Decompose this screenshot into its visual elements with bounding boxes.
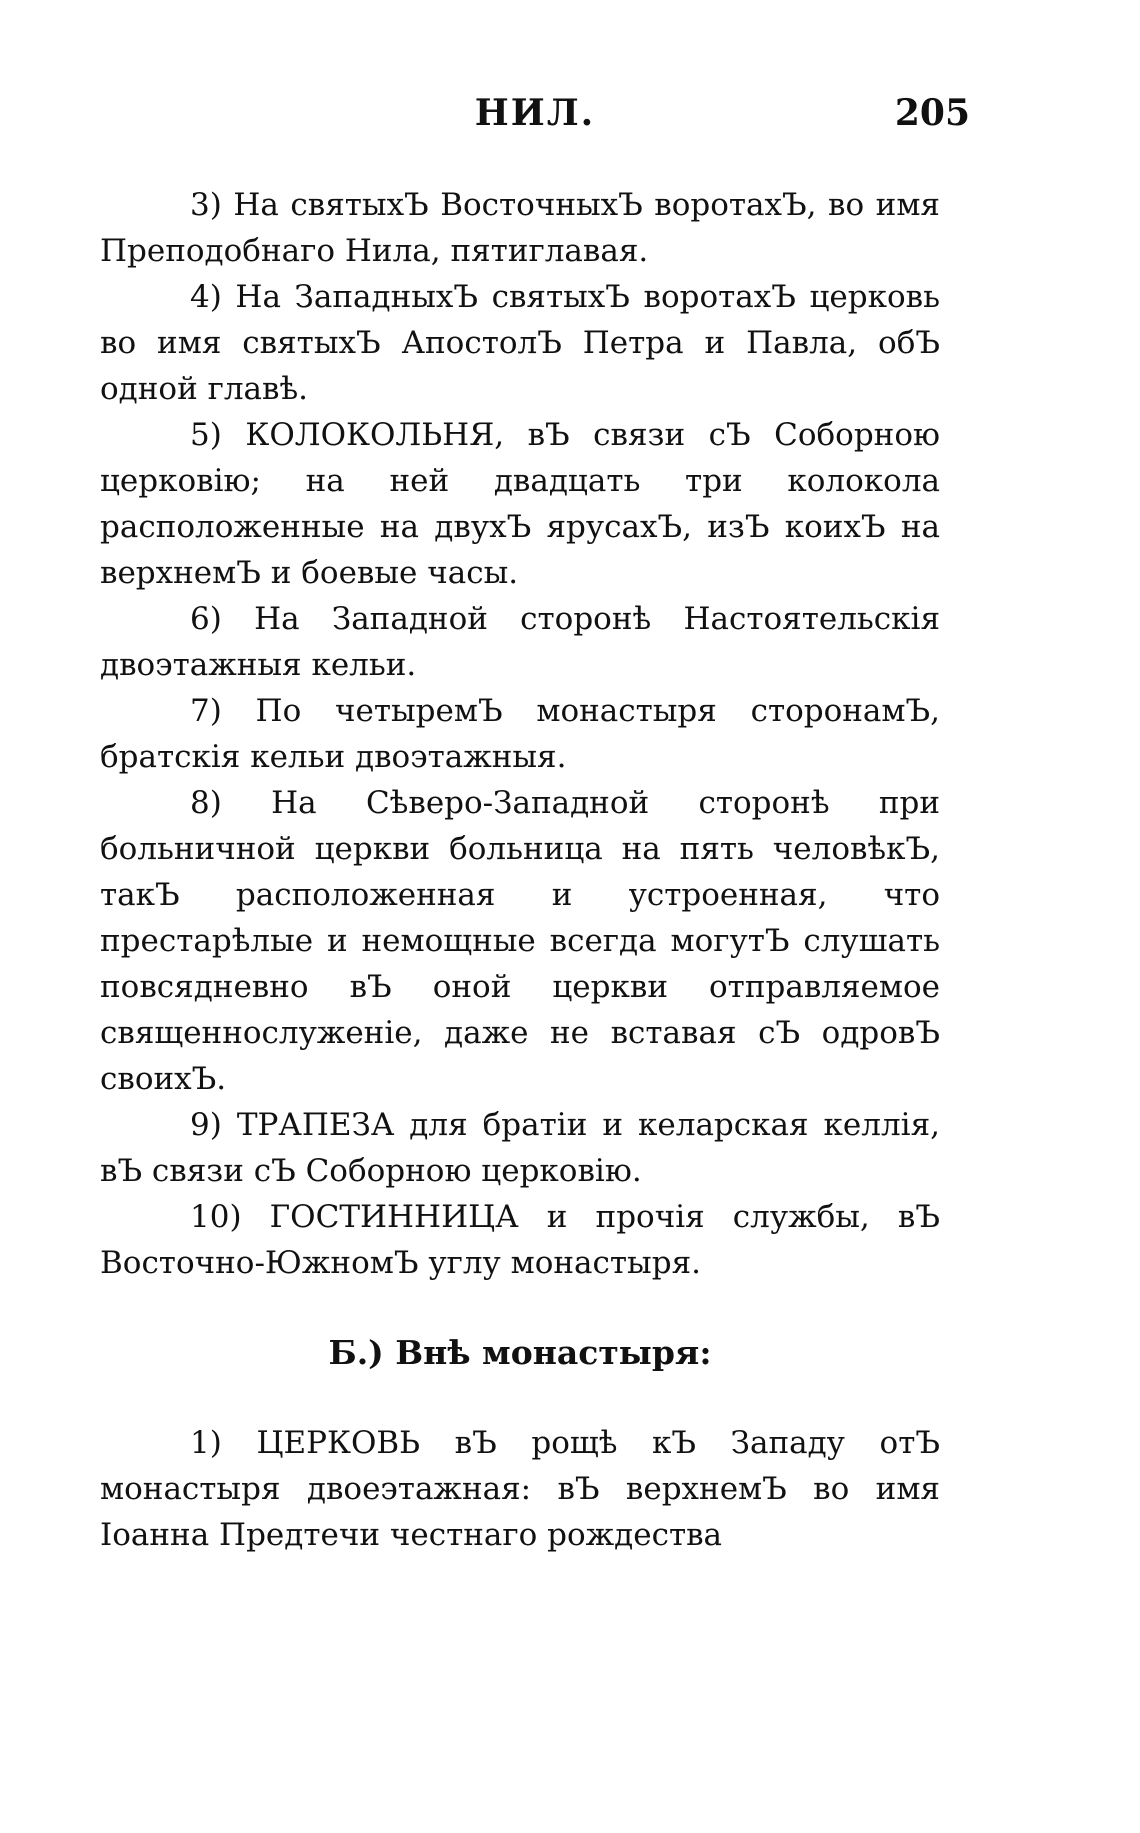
running-title: НИЛ.: [474, 92, 596, 134]
paragraph-item-7: 7) По четыремЪ монастыря сторонамЪ, братскія кельи двоэтажныя.: [100, 693, 940, 775]
paragraph-item-8: 8) На Сѣверо-Западной сторонѣ при больничной церкви больница на пять человѣкЪ, такЪ расположенная и устроенная, что престарѣлые и немощные всегда могутЪ слушать повсядневно вЪ оной церкви отправляемое священнослуженіе, даже не вставая сЪ одровЪ своихЪ.: [100, 785, 940, 1097]
section-heading: Б.) Внѣ монастыря:: [328, 1333, 712, 1372]
page-number: 205: [894, 92, 970, 134]
paragraph-item-3: 3) На святыхЪ ВосточныхЪ воротахЪ, во имя Преподобнаго Нила, пятиглавая.: [100, 187, 940, 269]
page-header: [100, 92, 970, 140]
paragraph-item-b1: 1) ЦЕРКОВЬ вЪ рощѣ кЪ Западу отЪ монастыря двоеэтажная: вЪ верхнемЪ во имя Іоанна Предтечи честнаго рождества: [100, 1425, 940, 1553]
paragraph-item-5: 5) КОЛОКОЛЬНЯ, вЪ связи сЪ Соборною церковію; на ней двадцать три колокола расположенные на двухЪ ярусахЪ, изЪ коихЪ на верхнемЪ и боевые часы.: [100, 417, 940, 591]
paragraph-item-6: 6) На Западной сторонѣ Настоятельскія двоэтажныя кельи.: [100, 601, 940, 683]
page-body: [100, 182, 940, 1558]
paragraph-item-9: 9) ТРАПЕЗА для братіи и келарская келлія, вЪ связи сЪ Соборною церковію.: [100, 1107, 940, 1189]
paragraph-item-4: 4) На ЗападныхЪ святыхЪ воротахЪ церковь во имя святыхЪ АпостолЪ Петра и Павла, обЪ одной главѣ.: [100, 279, 940, 407]
paragraph-item-10: 10) ГОСТИННИЦА и прочія службы, вЪ Восточно-ЮжномЪ углу монастыря.: [100, 1199, 940, 1281]
